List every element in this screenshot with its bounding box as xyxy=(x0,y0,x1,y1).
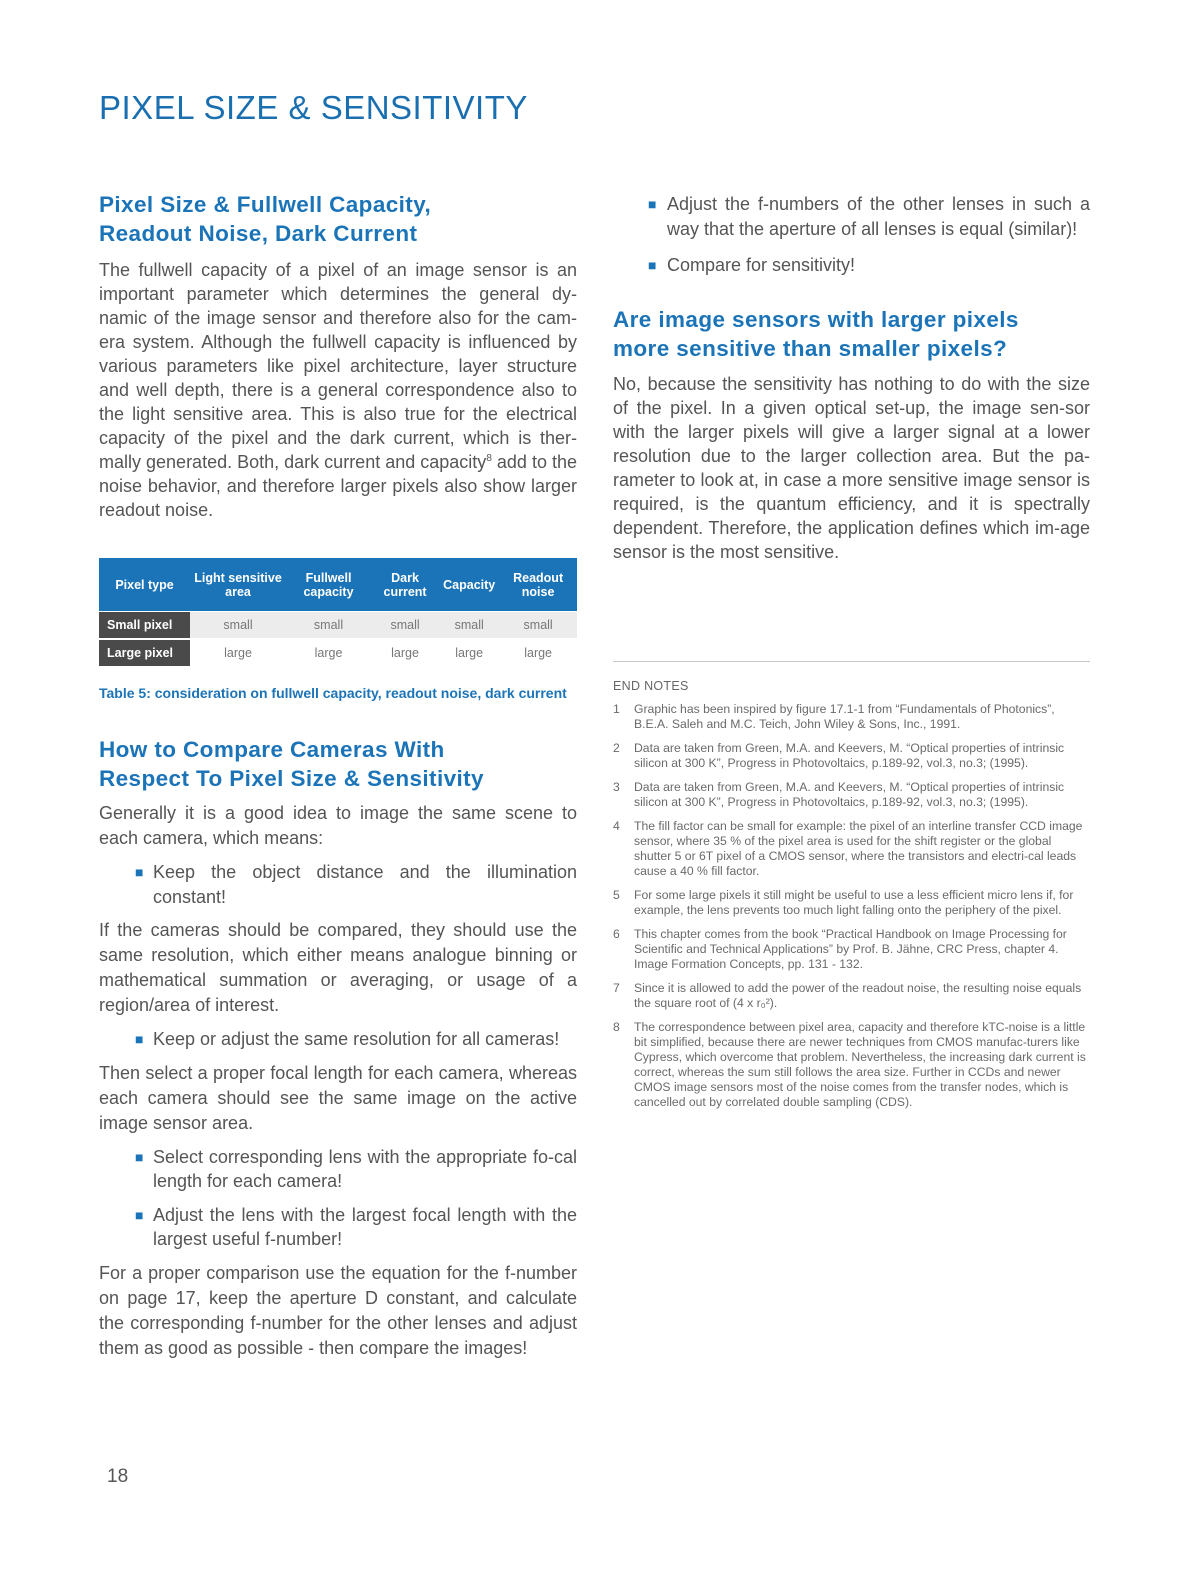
table-cell: large xyxy=(286,639,371,667)
section-heading-fullwell xyxy=(99,190,577,248)
endnote-item xyxy=(613,888,1090,918)
footnote-ref[interactable]: 8 xyxy=(486,453,492,464)
heading-line: Readout Noise, Dark Current xyxy=(99,221,418,246)
endnote-item xyxy=(613,819,1090,879)
table-header-cell: Capacity xyxy=(439,558,499,612)
endnote-item xyxy=(613,927,1090,972)
endnote-item xyxy=(613,702,1090,732)
endnote-number: 2 xyxy=(613,740,620,755)
compare-paragraph-3: Then select a proper focal length for each camera, whereas each camera should see the same image on the active image sensor area. xyxy=(99,1062,577,1133)
endnote-number: 6 xyxy=(613,926,620,941)
endnote-number: 7 xyxy=(613,980,620,995)
section-heading-compare xyxy=(99,735,577,793)
endnote-item xyxy=(613,780,1090,810)
bullet-item xyxy=(99,860,577,909)
page-number: 18 xyxy=(107,1466,129,1487)
endnotes-list xyxy=(613,702,1090,1110)
endnote-text: This chapter comes from the book “Practical Handbook on Image Processing for Scientific and Technical Applications” by Prof. B. Jähne, CRC Press, chapter 4. Image Formation Concepts, pp. 131 - 132. xyxy=(634,926,1067,971)
table-caption: Table 5: consideration on fullwell capacity, readout noise, dark current xyxy=(99,685,567,701)
endnote-text: Graphic has been inspired by figure 17.1-1 from “Fundamentals of Photonics”, B.E.A. Saleh and M.C. Teich, John Wiley & Sons, Inc., 1991. xyxy=(634,701,1055,731)
endnote-item xyxy=(613,1020,1090,1110)
table-row xyxy=(99,639,577,667)
endnote-item xyxy=(613,981,1090,1011)
endnote-text: The fill factor can be small for example: the pixel of an interline transfer CCD image sensor, where 35 % of the pixel area is used for the shift register or the global shutter 5 or 6T pixel of a CMOS sensor, where the transistors and electri-cal leads cause a 40 % fill factor. xyxy=(634,818,1083,878)
table-header-cell: Pixel type xyxy=(99,558,190,612)
endnote-number: 1 xyxy=(613,701,620,716)
heading-line: Pixel Size & Fullwell Capacity, xyxy=(99,192,432,217)
table-cell: small xyxy=(190,612,286,640)
page-title: PIXEL SIZE & SENSITIVITY xyxy=(99,89,528,126)
bullet-icon: ■ xyxy=(648,257,657,273)
table-cell: large xyxy=(371,639,439,667)
endnote-text: Data are taken from Green, M.A. and Keevers, M. “Optical properties of intrinsic silicon at 300 K”, Progress in Photovoltaics, p.189-92, vol.3, no.3; (1995). xyxy=(634,779,1065,809)
endnote-number: 3 xyxy=(613,779,620,794)
pixel-comparison-table xyxy=(99,558,577,668)
fullwell-paragraph xyxy=(99,258,577,522)
section-heading-sensitivity xyxy=(613,305,1090,363)
table-cell: large xyxy=(499,639,577,667)
endnote-number: 4 xyxy=(613,818,620,833)
table-cell: small xyxy=(439,612,499,640)
row-label: Small pixel xyxy=(99,612,190,640)
endnote-text: Data are taken from Green, M.A. and Keevers, M. “Optical properties of intrinsic silicon at 300 K”, Progress in Photovoltaics, p.189-92, vol.3, no.3; (1995). xyxy=(634,740,1065,770)
endnote-text: For some large pixels it still might be useful to use a less efficient micro lens if, for example, the lens prevents too much light falling onto the periphery of the pixel. xyxy=(634,887,1074,917)
heading-line: Respect To Pixel Size & Sensitivity xyxy=(99,766,484,791)
heading-line: more sensitive than smaller pixels? xyxy=(613,335,1008,361)
bullet-icon: ■ xyxy=(135,864,144,880)
table-header-cell: Light sensitive area xyxy=(190,558,286,612)
table-cell: small xyxy=(371,612,439,640)
bullet-icon: ■ xyxy=(648,196,657,212)
bullet-text: Adjust the f-numbers of the other lenses in such a way that the aperture of all lenses is equal (similar)! xyxy=(667,194,1090,239)
heading-line: How to Compare Cameras With xyxy=(99,737,445,762)
table-cell: large xyxy=(439,639,499,667)
bullet-item xyxy=(99,1145,577,1194)
paragraph-text: The fullwell capacity of a pixel of an image sensor is an important parameter which determines the general dy-namic of the image sensor and therefore also for the cam-era system. Although the fullwell capacity is influenced by various parameters like pixel architecture, layer structure and well depth, there is a general correspondence also to the light sensitive area. This is also true for the electrical capacity of the pixel and the dark current, which is ther-mally generated. Both, dark current and capacity xyxy=(99,260,577,472)
paragraph-text: add to the noise behavior, and therefore larger pixels also show larger readout noise. xyxy=(99,452,577,520)
bullet-item xyxy=(99,1027,577,1052)
endnote-item xyxy=(613,741,1090,771)
table-header-cell: Readout noise xyxy=(499,558,577,612)
table-cell: large xyxy=(190,639,286,667)
bullet-item xyxy=(613,253,1090,278)
table-cell: small xyxy=(499,612,577,640)
table-header-cell: Fullwell capacity xyxy=(286,558,371,612)
bullet-text: Compare for sensitivity! xyxy=(667,255,856,275)
compare-paragraph-4: For a proper comparison use the equation for the f-number on page 17, keep the aperture D constant, and calculate the corresponding f-number for the other lenses and adjust them as good as possible - then compare the images! xyxy=(99,1262,577,1358)
endnote-text: The correspondence between pixel area, capacity and therefore kTC-noise is a little bit simplified, because there are newer techniques from CMOS manufac-turers like Cypress, which overcome that problem. Nevertheless, the increasing dark current is correct, whereas the sum still follows the area size. Further in CCDs and newer CMOS image sensors most of the noise comes from the transfer nodes, which is cancelled out by correlated double sampling (CDS). xyxy=(634,1019,1086,1109)
table-cell: small xyxy=(286,612,371,640)
table-row xyxy=(99,612,577,640)
bullet-icon: ■ xyxy=(135,1206,144,1223)
left-column xyxy=(99,190,577,1361)
bullet-text: Keep the object distance and the illumination constant! xyxy=(153,862,577,907)
heading-line: Are image sensors with larger pixels xyxy=(613,306,1019,332)
endnote-number: 8 xyxy=(613,1019,620,1034)
bullet-text: Adjust the lens with the largest focal length with the largest useful f-number! xyxy=(153,1204,577,1249)
compare-paragraph-2: If the cameras should be compared, they should use the same resolution, which either means analogue binning or mathematical summation or averaging, or usage of a region/area of interest. xyxy=(99,920,577,1015)
right-column xyxy=(613,192,1090,1110)
bullet-text: Keep or adjust the same resolution for all cameras! xyxy=(153,1029,560,1049)
endnotes-title: END NOTES xyxy=(613,678,689,693)
divider xyxy=(613,661,1090,662)
compare-paragraph-1: Generally it is a good idea to image the same scene to each camera, which means: xyxy=(99,803,577,848)
bullet-item xyxy=(613,192,1090,241)
row-label: Large pixel xyxy=(99,639,190,667)
bullet-item xyxy=(99,1203,577,1252)
sensitivity-paragraph: No, because the sensitivity has nothing to do with the size of the pixel. In a given optical set-up, the image sen-sor with the larger pixels will give a larger signal at a lower resolution due to the larger collection area. But the pa-rameter to look at, in case a more sensitive image sensor is required, is the quantum efficiency, and it is spectrally dependent. Therefore, the application defines which im-age sensor is the most sensitive. xyxy=(613,373,1090,562)
table-header-cell: Dark current xyxy=(371,558,439,612)
endnote-text: Since it is allowed to add the power of the readout noise, the resulting noise equals the square root of (4 x r₀²). xyxy=(634,980,1082,1010)
endnote-number: 5 xyxy=(613,887,620,902)
table-header-row xyxy=(99,558,577,612)
bullet-text: Select corresponding lens with the appropriate fo-cal length for each camera! xyxy=(153,1146,577,1191)
bullet-icon: ■ xyxy=(135,1148,144,1165)
bullet-icon: ■ xyxy=(135,1031,144,1047)
